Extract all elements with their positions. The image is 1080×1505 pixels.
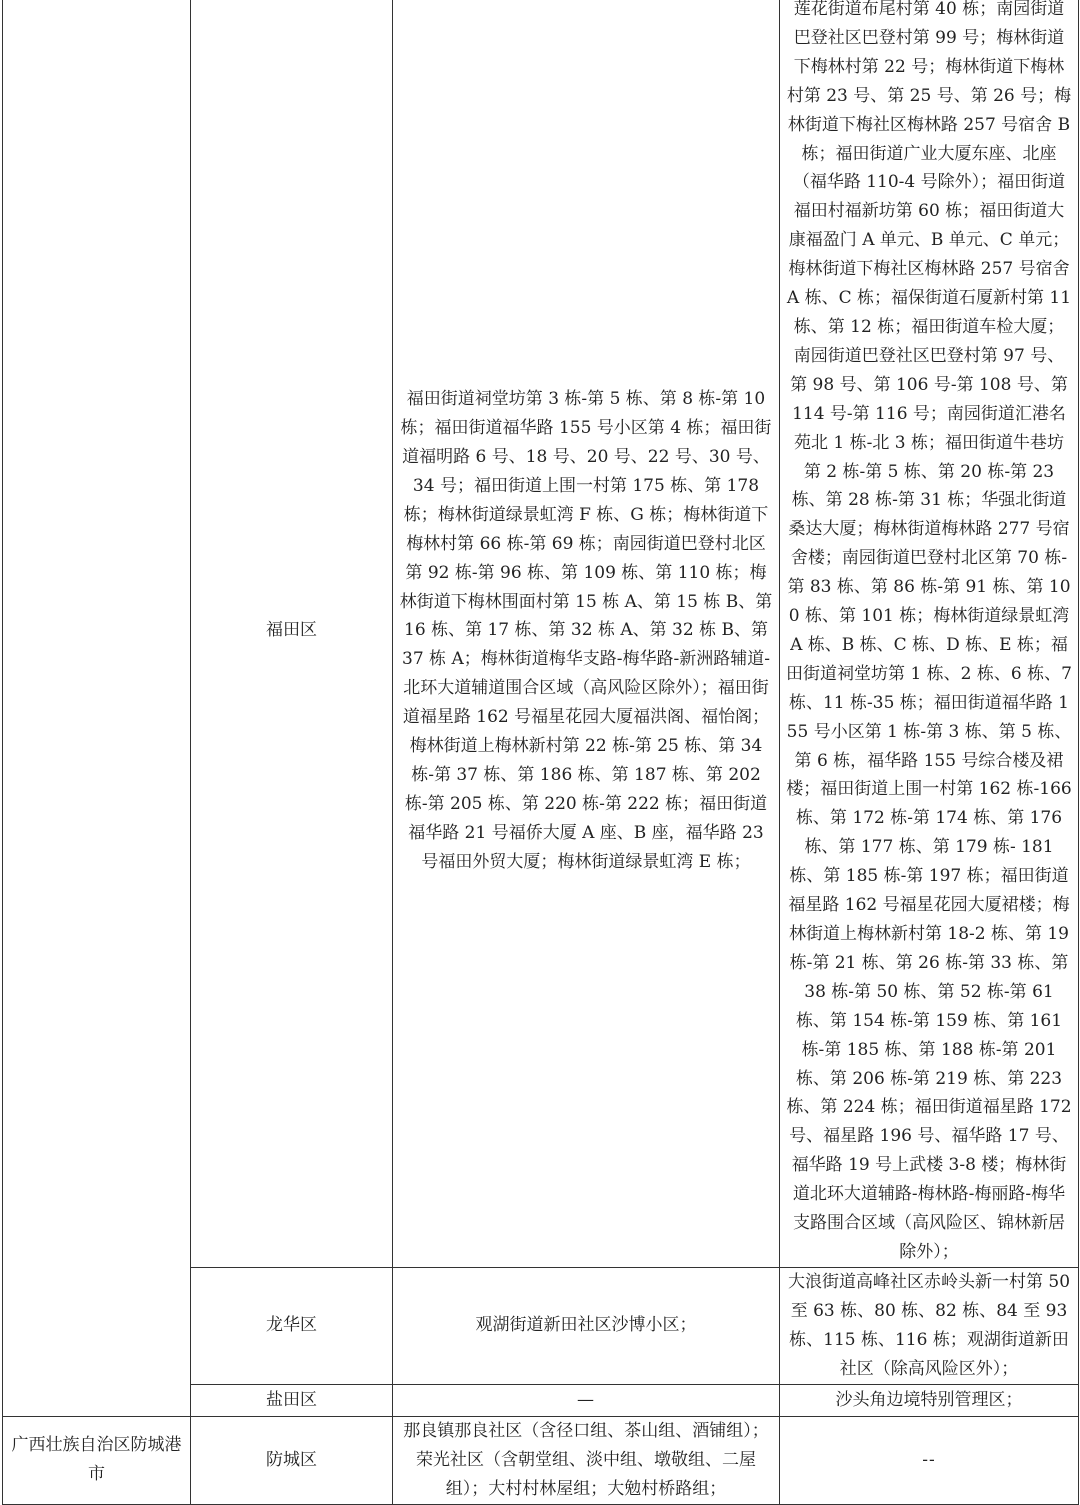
risk-area-table [2, 0, 1079, 1505]
medium-risk-cell: 福田街道祠堂坊第 3 栋-第 5 栋、第 8 栋-第 10 栋；福田街道福华路 155 号小区第 4 栋；福田街道福明路 6 号、18 号、20 号、22 号、30 号、34 号；福田街道上围一村第 175 栋、第 178 栋；梅林街道绿景虹湾 F 栋、G 栋；梅林街道下梅林村第 66 栋-第 69 栋；南园街道巴登村北区第 92 栋-第 96 栋、第 109 栋、第 110 栋；梅林街道下梅林围面村第 15 栋 A、第 15 栋 B、第 16 栋、第 17 栋、第 32 栋 A、第 32 栋 B、第 37 栋 A；梅林街道梅华支路-梅华路-新洲路辅道-北环大道辅道围合区域（高风险区除外）；福田街道福星路 162 号福星花园大厦福洪阁、福怡阁；梅林街道上梅林新村第 22 栋-第 25 栋、第 34 栋-第 37 栋、第 186 栋、第 187 栋、第 202 栋-第 205 栋、第 220 栋-第 222 栋；福田街道福华路 21 号福侨大厦 A 座、B 座，福华路 23 号福田外贸大厦；梅林街道绿景虹湾 E 栋； [393, 0, 780, 1267]
district-cell: 福田区 [191, 0, 393, 1267]
low-risk-cell: 沙头角边境特别管理区； [780, 1384, 1079, 1416]
medium-risk-cell: 观湖街道新田社区沙博小区； [393, 1267, 780, 1384]
medium-risk-cell: — [393, 1384, 780, 1416]
table-row [3, 0, 1079, 1267]
district-cell: 龙华区 [191, 1267, 393, 1384]
low-risk-cell: 大浪街道高峰社区赤岭头新一村第 50 至 63 栋、80 栋、82 栋、84 至 93 栋、115 栋、116 栋；观湖街道新田社区（除高风险区外）； [780, 1267, 1079, 1384]
table-row [3, 1416, 1079, 1504]
low-risk-cell: 莲花街道布尾村第 40 栋；南园街道巴登社区巴登村第 99 号；梅林街道下梅林村第 22 号；梅林街道下梅林村第 23 号、第 25 号、第 26 号；梅林街道下梅社区梅林路 257 号宿舍 B 栋；福田街道广业大厦东座、北座（福华路 110-4 号除外）；福田街道福田村福新坊第 60 栋；福田街道大康福盈门 A 单元、B 单元、C 单元；梅林街道下梅社区梅林路 257 号宿舍 A 栋、C 栋；福保街道石厦新村第 11 栋、第 12 栋；福田街道车检大厦；南园街道巴登社区巴登村第 97 号、第 98 号、第 106 号-第 108 号、第 114 号-第 116 号；南园街道汇港名苑北 1 栋-北 3 栋；福田街道牛巷坊第 2 栋-第 5 栋、第 20 栋-第 23 栋、第 28 栋-第 31 栋；华强北街道桑达大厦；梅林街道梅林路 277 号宿舍楼；南园街道巴登村北区第 70 栋-第 83 栋、第 86 栋-第 91 栋、第 100 栋、第 101 栋；梅林街道绿景虹湾 A 栋、B 栋、C 栋、D 栋、E 栋；福田街道祠堂坊第 1 栋、2 栋、6 栋、7 栋、11 栋-35 栋；福田街道福华路 155 号小区第 1 栋-第 3 栋、第 5 栋、第 6 栋，福华路 155 号综合楼及裙楼；福田街道上围一村第 162 栋-166 栋、第 172 栋-第 174 栋、第 176 栋、第 177 栋、第 179 栋- 181 栋、第 185 栋-第 197 栋；福田街道福星路 162 号福星花园大厦裙楼；梅林街道上梅林新村第 18-2 栋、第 19 栋-第 21 栋、第 26 栋-第 33 栋、第 38 栋-第 50 栋、第 52 栋-第 61 栋、第 154 栋-第 159 栋、第 161 栋-第 185 栋、第 188 栋-第 201 栋、第 206 栋-第 219 栋、第 223 栋、第 224 栋；福田街道福星路 172 号、福星路 196 号、福华路 17 号、福华路 19 号上武楼 3-8 楼；梅林街道北环大道辅路-梅林路-梅丽路-梅华支路围合区域（高风险区、锦林新居除外）； [780, 0, 1079, 1267]
low-risk-cell: -- [780, 1416, 1079, 1504]
medium-risk-cell: 那良镇那良社区（含径口组、茶山组、酒铺组）；荣光社区（含朝堂组、淡中组、墩敬组、二屋组）；大村村林屋组；大勉村桥路组； [393, 1416, 780, 1504]
district-cell: 盐田区 [191, 1384, 393, 1416]
city-cell: 广西壮族自治区防城港市 [3, 1416, 191, 1504]
district-cell: 防城区 [191, 1416, 393, 1504]
city-cell [3, 0, 191, 1416]
